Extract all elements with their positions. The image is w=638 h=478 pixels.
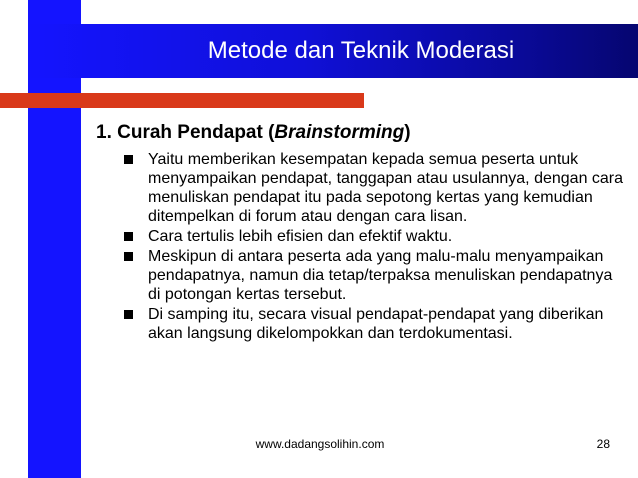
bullet-text: Di samping itu, secara visual pendapat-pendapat yang diberikan akan langsung dikelompokkan dan terdokumentasi.: [148, 306, 604, 342]
list-item: [120, 150, 626, 226]
bullet-text: Cara tertulis lebih efisien dan efektif waktu.: [148, 228, 453, 245]
bullet-list: [96, 150, 626, 343]
bullet-text: Yaitu memberikan kesempatan kepada semua peserta untuk menyampaikan pendapat, tanggapan atau usulannya, dengan cara menuliskan pendapat itu pada sepotong kertas yang kemudian ditempelkan di forum atau dengan cara lisan.: [148, 151, 624, 225]
section-heading: [96, 120, 626, 146]
heading-italic: Brainstorming: [274, 122, 405, 143]
page-number: 28: [596, 437, 610, 451]
square-bullet-icon: [124, 310, 133, 319]
list-item: [120, 247, 626, 304]
slide-content: [96, 120, 626, 344]
square-bullet-icon: [124, 232, 133, 241]
slide-title: Metode dan Teknik Moderasi: [207, 37, 515, 64]
heading-prefix: 1. Curah Pendapat (: [96, 122, 275, 143]
list-item: [120, 305, 626, 343]
red-accent-bar: [0, 93, 364, 108]
heading-suffix: ): [404, 122, 411, 143]
square-bullet-icon: [124, 252, 133, 261]
list-item: [120, 227, 626, 246]
footer-url: www.dadangsolihin.com: [255, 437, 385, 451]
bullet-text: Meskipun di antara peserta ada yang malu-malu menyampaikan pendapatnya, namun dia tetap/terpaksa menuliskan pendapatnya di potongan kertas tersebut.: [148, 248, 613, 303]
square-bullet-icon: [124, 155, 133, 164]
